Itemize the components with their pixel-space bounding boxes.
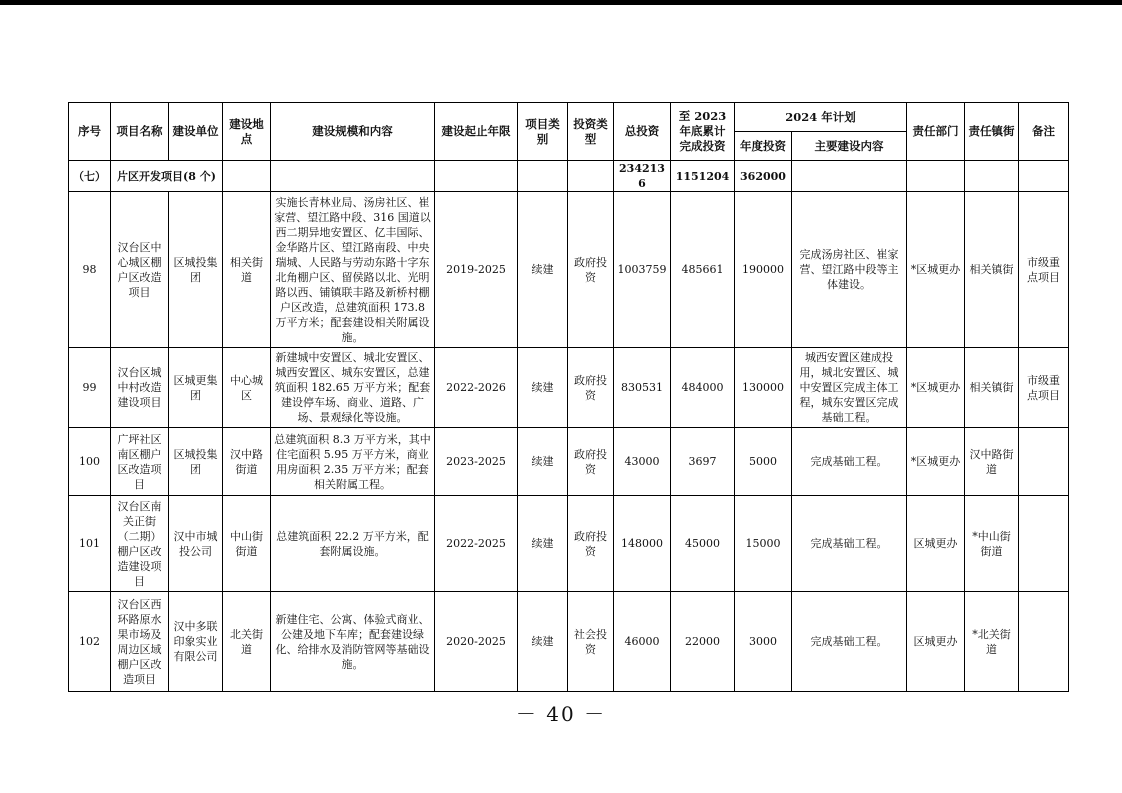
row-invest-type: 政府投资 [568,496,614,592]
section-cumulative: 1151204 [671,161,735,192]
header-row-1 [69,103,1069,132]
section-name: 片区开发项目(8 个) [111,161,223,192]
header-total: 总投资 [614,103,671,161]
row-annual: 130000 [735,348,792,428]
row-unit: 汉中多联印象实业有限公司 [169,592,223,692]
page-number: － 40 － [515,702,607,726]
row-period: 2019-2025 [435,192,518,348]
row-main-content: 城西安置区建成投用，城北安置区、城中安置区完成主体工程，城东安置区完成基础工程。 [792,348,907,428]
header-annual: 年度投资 [735,132,792,161]
row-name: 广坪社区南区棚户区改造项目 [111,428,169,496]
row-category: 续建 [518,592,568,692]
row-invest-type: 政府投资 [568,192,614,348]
row-name: 汉台区西环路原水果市场及周边区域棚户区改造项目 [111,592,169,692]
row-scope: 新建城中安置区、城北安置区、城西安置区、城东安置区，总建筑面积 182.65 万平方米；配套建设停车场、商业、道路、广场、景观绿化等设施。 [271,348,435,428]
row-street: *中山街街道 [965,496,1019,592]
section-seq: （七） [69,161,111,192]
row-remarks: 市级重点项目 [1019,348,1069,428]
row-total: 46000 [614,592,671,692]
section-total: 2342136 [614,161,671,192]
row-period: 2022-2026 [435,348,518,428]
row-invest-type: 政府投资 [568,428,614,496]
row-street: 相关镇街 [965,192,1019,348]
row-total: 830531 [614,348,671,428]
header-remarks: 备注 [1019,103,1069,161]
row-annual: 3000 [735,592,792,692]
row-period: 2023-2025 [435,428,518,496]
header-location: 建设地点 [223,103,271,161]
row-remarks [1019,592,1069,692]
row-total: 1003759 [614,192,671,348]
row-category: 续建 [518,496,568,592]
row-remarks [1019,428,1069,496]
row-seq: 99 [69,348,111,428]
row-location: 北关街道 [223,592,271,692]
header-street: 责任镇街 [965,103,1019,161]
header-plan-2024: 2024 年计划 [735,103,907,132]
project-table [68,102,1069,692]
row-dept: 区城更办 [907,496,965,592]
row-main-content: 完成基础工程。 [792,592,907,692]
row-location: 汉中路街道 [223,428,271,496]
row-annual: 190000 [735,192,792,348]
row-scope: 总建筑面积 8.3 万平方米，其中住宅面积 5.95 万平方米，商业用房面积 2.35 万平方米；配套相关附属工程。 [271,428,435,496]
table-row [69,496,1069,592]
row-scope: 总建筑面积 22.2 万平方米，配套附属设施。 [271,496,435,592]
row-dept: *区城更办 [907,192,965,348]
row-name: 汉台区中心城区棚户区改造项目 [111,192,169,348]
table-row [69,348,1069,428]
row-invest-type: 政府投资 [568,348,614,428]
row-street: *北关街道 [965,592,1019,692]
row-remarks [1019,496,1069,592]
header-invest-type: 投资类型 [568,103,614,161]
row-remarks: 市级重点项目 [1019,192,1069,348]
row-name: 汉台区南关正街（二期）棚户区改造建设项目 [111,496,169,592]
row-period: 2020-2025 [435,592,518,692]
row-annual: 15000 [735,496,792,592]
row-location: 中山街街道 [223,496,271,592]
row-seq: 100 [69,428,111,496]
row-cumulative: 22000 [671,592,735,692]
row-invest-type: 社会投资 [568,592,614,692]
row-seq: 98 [69,192,111,348]
row-scope: 实施长青林业局、汤房社区、崔家营、望江路中段、316 国道以西二期异地安置区、亿丰国际、金华路片区、望江路南段、中央瑞城、人民路与劳动东路十字东北角棚户区、留侯路以北、光明路以西、铺镇联丰路及新桥村棚户区改造，总建筑面积 173.8 万平方米；配套建设相关附属设施。 [271,192,435,348]
table-row [69,592,1069,692]
row-main-content: 完成基础工程。 [792,428,907,496]
row-location: 相关街道 [223,192,271,348]
row-location: 中心城区 [223,348,271,428]
row-cumulative: 3697 [671,428,735,496]
row-dept: 区城更办 [907,592,965,692]
row-name: 汉台区城中村改造建设项目 [111,348,169,428]
row-annual: 5000 [735,428,792,496]
section-row [69,161,1069,192]
row-cumulative: 45000 [671,496,735,592]
section-annual: 362000 [735,161,792,192]
row-unit: 区城更集团 [169,348,223,428]
row-unit: 区城投集团 [169,428,223,496]
row-category: 续建 [518,192,568,348]
top-rule [0,0,1122,5]
row-seq: 101 [69,496,111,592]
header-cumulative: 至 2023 年底累计完成投资 [671,103,735,161]
header-name: 项目名称 [111,103,169,161]
row-total: 43000 [614,428,671,496]
header-category: 项目类别 [518,103,568,161]
row-cumulative: 484000 [671,348,735,428]
row-total: 148000 [614,496,671,592]
row-dept: *区城更办 [907,348,965,428]
row-seq: 102 [69,592,111,692]
row-unit: 汉中市城投公司 [169,496,223,592]
table-row [69,192,1069,348]
row-main-content: 完成汤房社区、崔家营、望江路中段等主体建设。 [792,192,907,348]
header-main-content: 主要建设内容 [792,132,907,161]
row-dept: *区城更办 [907,428,965,496]
header-scope: 建设规模和内容 [271,103,435,161]
row-scope: 新建住宅、公寓、体验式商业、公建及地下车库；配套建设绿化、给排水及消防管网等基础设施。 [271,592,435,692]
row-category: 续建 [518,348,568,428]
row-main-content: 完成基础工程。 [792,496,907,592]
header-period: 建设起止年限 [435,103,518,161]
row-category: 续建 [518,428,568,496]
row-cumulative: 485661 [671,192,735,348]
header-seq: 序号 [69,103,111,161]
header-unit: 建设单位 [169,103,223,161]
table-row [69,428,1069,496]
header-dept: 责任部门 [907,103,965,161]
row-street: 汉中路街道 [965,428,1019,496]
row-period: 2022-2025 [435,496,518,592]
row-street: 相关镇街 [965,348,1019,428]
row-unit: 区城投集团 [169,192,223,348]
